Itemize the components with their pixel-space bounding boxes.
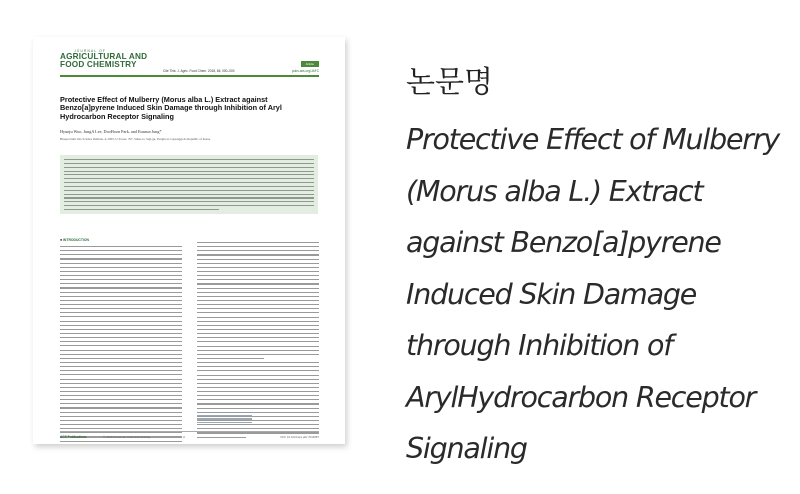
- paper-title: Protective Effect of Mulberry (Morus alba L.) Extract against Benzo[a]pyrene Induced Skin Damage through Inhibition of ArylHydrocarbon Receptor Signaling: [406, 123, 780, 465]
- paper-affiliation: Biospectrum Life Science Institute, A-1805, U-Tower, 767, Sinsu-ro, Suji-gu, Yongin-si, Gyeonggi-do Republic of Korea: [60, 137, 211, 141]
- paper-title-label: 논문명: [406, 65, 493, 100]
- abstract-box: [60, 155, 318, 214]
- body-column-left: [60, 246, 182, 444]
- section-introduction: ■ INTRODUCTION: [60, 238, 89, 242]
- journal-logo-line2: FOOD CHEMISTRY: [60, 60, 137, 70]
- doi: DOI: 10.1021/acs.jafc.7b04887: [280, 435, 319, 439]
- paper-authors: Hyunju Woo, JungA Lee, DooHoon Park, and Eunsun Jung*: [60, 129, 162, 134]
- journal-logo-line1: AGRICULTURAL AND: [60, 52, 148, 62]
- body-column-right: [197, 242, 319, 441]
- footer-rule: [60, 431, 319, 432]
- cite-line: Cite This: J. Agric. Food Chem. 2018, 66, 000–000: [163, 69, 235, 73]
- journal-url: pubs.acs.org/JAFC: [291, 69, 319, 73]
- article-badge: Article: [301, 61, 319, 67]
- paper-thumbnail-title: Protective Effect of Mulberry (Morus alba L.) Extract against Benzo[a]pyrene Induced Skin Damage through Inhibition of Aryl Hydrocarbon Receptor Signaling: [60, 95, 282, 121]
- journal-logo: [60, 50, 147, 70]
- received-dates: [197, 415, 319, 425]
- abstract-text-lines: [64, 159, 314, 213]
- journal-logo-small: JOURNAL OF: [74, 49, 107, 53]
- paper-thumbnail: [33, 37, 345, 444]
- acs-logo: ACS Publications: [60, 435, 87, 439]
- page-number: A: [183, 435, 186, 439]
- copyright: © 2018 American Chemical Society: [103, 435, 151, 439]
- header-rule: [60, 75, 319, 77]
- paper-page: [33, 37, 345, 444]
